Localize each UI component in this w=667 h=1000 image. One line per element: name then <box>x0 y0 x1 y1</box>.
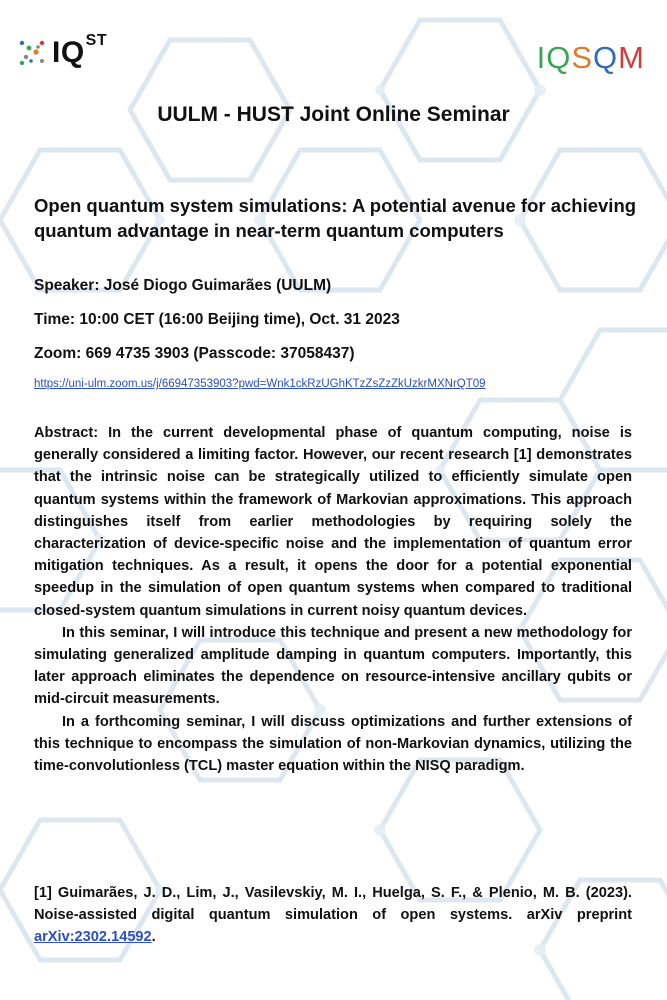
time-line: Time: 10:00 CET (16:00 Beijing time), Oct. 31 2023 <box>34 311 400 328</box>
talk-title: Open quantum system simulations: A potential avenue for achieving quantum advantage in near-term quantum computers <box>34 195 637 241</box>
speaker-line: Speaker: José Diogo Guimarães (UULM) <box>34 277 332 294</box>
abstract-label: Abstract: <box>34 425 99 441</box>
iqst-logo-text: $IQ^{ST}$ <box>52 32 108 69</box>
abstract-paragraph-1: Abstract: In the current developmental phase of quantum computing, noise is generally considered a limiting factor. However, our recent research [1] demonstrates that the intrinsic noise can be strategically utilized to efficiently simulate open quantum systems within the framework of Markovian approximations. This approach distinguishes itself from earlier methodologies by requiring solely the characterization of device-specific noise and the implementation of quantum error mitigation techniques. As a result, it opens the door for a potential exponential speedup in the simulation of open quantum systems when compared to traditional closed-system quantum simulations in current noisy quantum devices. <box>34 425 632 619</box>
abstract-paragraph-2: In this seminar, I will introduce this technique and present a new methodology for simulating generalized amplitude damping in quantum computers. Importantly, this later approach eliminates the dependence on resource-intensive ancillary qubits or mid-circuit measurements. <box>34 624 632 708</box>
iqst-dots-icon <box>18 39 46 67</box>
event-title: UULM - HUST Joint Online Seminar <box>157 103 510 126</box>
reference: [1] Guimarães, J. D., Lim, J., Vasilevskiy, M. I., Huelga, S. F., & Plenio, M. B. (2023). Noise-assisted digital quantum simulation of open systems. arXiv preprint arXiv:2302.14592. <box>34 885 632 946</box>
zoom-link[interactable]: https://uni-ulm.zoom.us/j/66947353903?pwd=Wnk1ckRzUGhKTzZsZzZkUzkrMXNrQT09 <box>34 378 486 390</box>
iqst-logo <box>18 32 108 70</box>
iqsqm-logo: IQSQM <box>536 40 645 75</box>
arxiv-link[interactable]: arXiv:2302.14592 <box>34 929 152 946</box>
zoom-line: Zoom: 669 4735 3903 (Passcode: 37058437) <box>34 345 355 362</box>
abstract <box>34 422 632 777</box>
abstract-paragraph-3: In a forthcoming seminar, I will discuss optimizations and further extensions of this technique to encompass the simulation of non-Markovian dynamics, utilizing the time-convolutionless (TCL) master equation within the NISQ paradigm. <box>34 713 632 775</box>
